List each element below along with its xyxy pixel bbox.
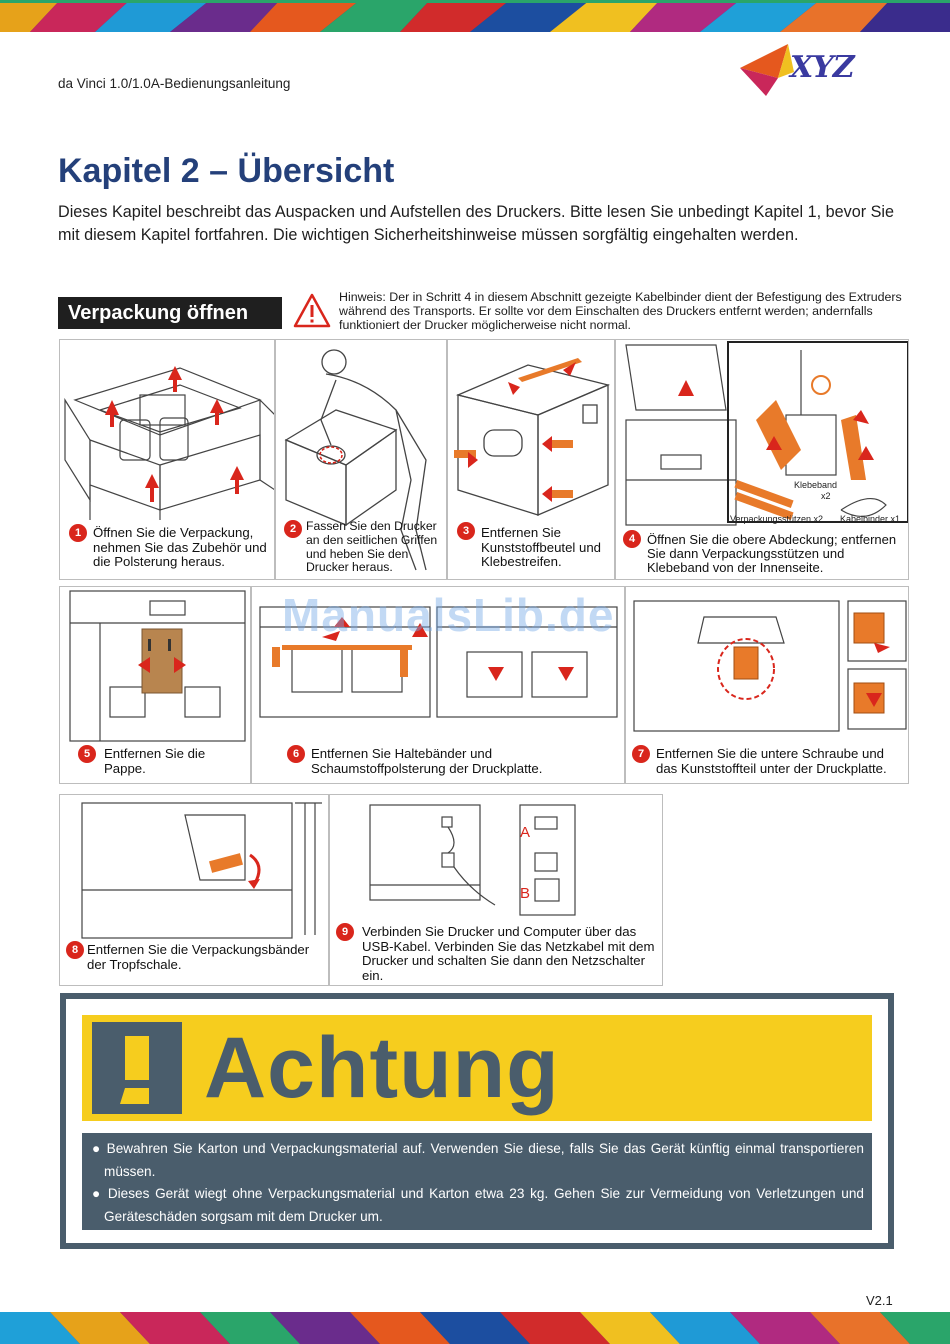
exclamation-icon xyxy=(92,1022,182,1114)
step-9-caption: Verbinden Sie Drucker und Computer über das USB-Kabel. Verbinden Sie das Netzkabel mit dem Drucker und schalten Sie dann den Netzschalter ein. xyxy=(362,924,655,983)
warning-body xyxy=(82,1133,872,1230)
step-8-caption: Entfernen Sie die Verpackungsbänder der Tropfschale. xyxy=(87,942,310,972)
warning-title: Achtung xyxy=(204,1020,560,1116)
step-4-supports-label: Verpackungsstützen x2 xyxy=(730,514,824,524)
step-4-cable-tie-label: Kabelbinder x1 xyxy=(840,514,901,524)
step-1-number: 1 xyxy=(69,524,87,542)
step-7-number: 7 xyxy=(632,745,650,763)
step-4-panel xyxy=(615,339,909,580)
step-3-panel xyxy=(447,339,615,580)
step-9-panel xyxy=(329,794,663,986)
step-5-number: 5 xyxy=(78,745,96,763)
step-9-label-a: A xyxy=(520,824,531,841)
step-2-number: 2 xyxy=(284,520,302,538)
bottom-decor-band xyxy=(0,1312,950,1344)
step-6-caption: Entfernen Sie Haltebänder und Schaumstoffpolsterung der Druckplatte. xyxy=(311,746,543,776)
step-8-panel xyxy=(59,794,329,986)
section-title: Verpackung öffnen xyxy=(58,297,282,329)
step-9-number: 9 xyxy=(336,923,354,941)
logo-text: XYZ xyxy=(790,50,854,85)
watermark: ManualsLib.de xyxy=(282,589,615,641)
chapter-intro: Dieses Kapitel beschreibt das Auspacken und Aufstellen des Druckers. Bitte lesen Sie unbedingt Kapitel 1, bevor Sie mit diesem Kapitel fortfahren. Die wichtigen Sicherheitshinweise müssen sorgfältig eingehalten werden. xyxy=(58,203,894,244)
warning-item: ● Dieses Gerät wiegt ohne Verpackungsmaterial und Karton etwa 23 kg. Gehen Sie zur Vermeidung von Verletzungen und Geräteschäden sorgsam mit dem Drucker um. xyxy=(92,1186,864,1224)
step-7-caption: Entfernen Sie die untere Schraube und das Kunststoffteil unter der Druckplatte. xyxy=(656,746,887,776)
step-4-tape-label: Klebeband xyxy=(794,480,838,490)
version-label: V2.1 xyxy=(866,1293,893,1308)
step-5-caption: Entfernen Sie die Pappe. xyxy=(104,746,206,776)
chapter-title: Kapitel 2 – Übersicht xyxy=(58,152,395,190)
step-2-caption: Fassen Sie den Drucker an den seitlichen Griffen und heben Sie den Drucker heraus. xyxy=(306,519,438,575)
step-9-label-b: B xyxy=(520,885,531,902)
step-1-caption: Öffnen Sie die Verpackung, nehmen Sie das Zubehör und die Polsterung heraus. xyxy=(93,525,267,569)
top-band-graphic xyxy=(0,0,950,32)
step-5-panel xyxy=(59,586,251,784)
warning-triangle-icon xyxy=(293,292,331,330)
warning-item: ● Bewahren Sie Karton und Verpackungsmaterial auf. Verwenden Sie diese, falls Sie das Gerät künftig einmal transportieren müssen. xyxy=(92,1141,864,1179)
step-1-panel xyxy=(59,339,275,580)
step-4-number: 4 xyxy=(623,530,641,548)
warning-item-text: Dieses Gerät wiegt ohne Verpackungsmaterial und Karton etwa 23 kg. Gehen Sie zur Vermeidung von Verletzungen und Geräteschäden sorgsam mit dem Drucker um. xyxy=(104,1186,864,1224)
section-note: Hinweis: Der in Schritt 4 in diesem Abschnitt gezeigte Kabelbinder dient der Befestigung des Extruders während des Transports. Er sollte vor dem Einschalten des Druckers entfernt werden; andernfalls funktioniert der Drucker möglicherweise nicht normal. xyxy=(339,290,902,333)
step-6-number: 6 xyxy=(287,745,305,763)
step-3-number: 3 xyxy=(457,522,475,540)
top-decor-band xyxy=(0,0,950,32)
step-2-panel xyxy=(275,339,447,580)
step-3-caption: Entfernen Sie Kunststoffbeutel und Klebestreifen. xyxy=(481,525,602,569)
warning-item-text: Bewahren Sie Karton und Verpackungsmaterial auf. Verwenden Sie diese, falls Sie das Gerät künftig einmal transportieren müssen. xyxy=(104,1141,864,1179)
step-8-number: 8 xyxy=(66,941,84,959)
step-4-tape-qty: x2 xyxy=(821,491,831,501)
manual-title: da Vinci 1.0/1.0A-Bedienungsanleitung xyxy=(58,76,291,91)
bottom-band-graphic xyxy=(0,1312,950,1344)
step-4-caption: Öffnen Sie die obere Abdeckung; entfernen Sie dann Verpackungsstützen und Klebeband von der Innenseite. xyxy=(647,532,897,575)
step-7-panel xyxy=(625,586,909,784)
